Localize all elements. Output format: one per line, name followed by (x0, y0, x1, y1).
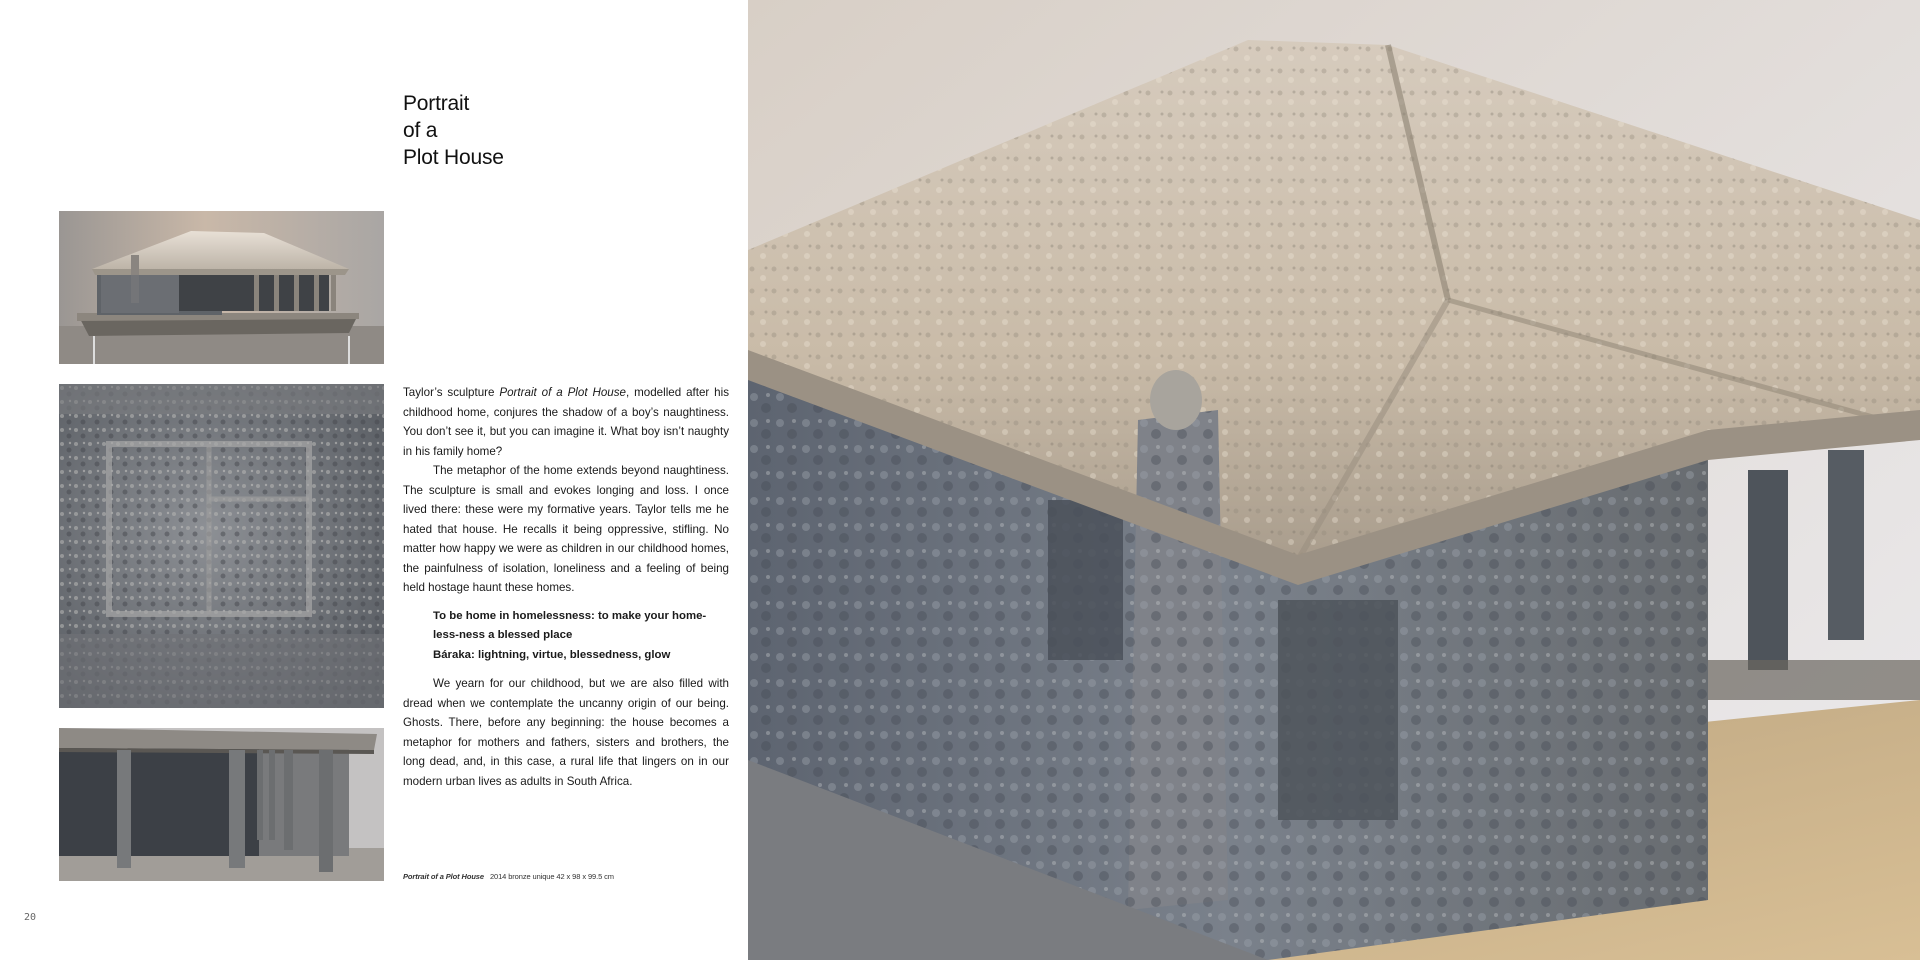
article-body (403, 383, 729, 791)
caption-details: 2014 bronze unique 42 x 98 x 99.5 cm (489, 872, 614, 881)
paragraph-text: Taylor’s sculpture (403, 386, 500, 399)
paragraph-text: , modelled after his childhood home, conjures the shadow of a boy’s naughtiness. You don’t see it, but you can imagine it. What boy isn’t naughty in his family home? (403, 386, 729, 458)
sculpture-large-detail-photo (748, 0, 1920, 960)
paragraph (403, 383, 729, 461)
paragraph: We yearn for our childhood, but we are also filled with dread when we contemplate the uncanny origin of our being. Ghosts. There, before any beginning: the house becomes a metaphor for mothers and fathers, sisters and brothers, the long dead, and, in this case, a rural life that lingers on in our modern urban lives as adults in South Africa. (403, 677, 729, 788)
sculpture-wall-detail-photo (59, 384, 384, 708)
title-line: Portrait (403, 92, 470, 116)
sculpture-full-view-photo (59, 211, 384, 364)
quote-line: Báraka: lightning, virtue, blessedness, glow (433, 648, 671, 661)
article-title (403, 90, 504, 171)
quote-line: To be home in homelessness: to make your home-less-ness a blessed place (433, 609, 707, 641)
caption-title: Portrait of a Plot House (403, 872, 484, 881)
sculpture-veranda-detail-photo (59, 728, 384, 881)
artwork-caption (403, 872, 614, 881)
block-quote (433, 607, 729, 666)
artwork-title-inline: Portrait of a Plot House (499, 386, 626, 399)
left-page (0, 0, 748, 960)
title-line: Plot House (403, 146, 504, 170)
title-line: of a (403, 119, 438, 143)
page-number: 20 (24, 912, 37, 923)
paragraph: The metaphor of the home extends beyond naughtiness. The sculpture is small and evokes longing and loss. I once lived there: these were my formative years. Taylor tells me he hated that house. He recalls it being oppressive, stifling. No matter how happy we were as children in our childhood homes, the painfulness of isolation, loneliness and a feeling of being held hostage haunt these homes. (403, 464, 729, 594)
